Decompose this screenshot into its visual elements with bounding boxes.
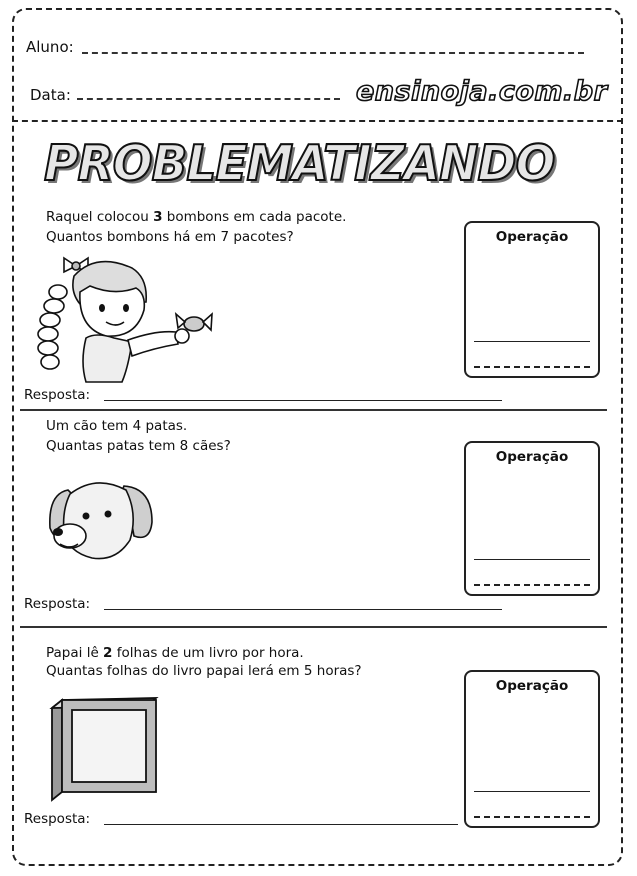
page-title: PROBLEMATIZANDO <box>44 134 555 193</box>
problem-3-line-2: Quantas folhas do livro papai lerá em 5 horas? <box>46 663 362 679</box>
problem-1-line-1: Raquel colocou 3 bombons em cada pacote. <box>46 209 347 225</box>
operation-title: Operação <box>495 449 569 465</box>
operation-title: Operação <box>495 229 569 245</box>
section-divider-2 <box>20 626 607 628</box>
answer-line-1[interactable] <box>104 400 502 401</box>
header-divider <box>12 120 623 122</box>
answer-label-3: Resposta: <box>24 811 91 827</box>
puppy-illustration <box>46 470 156 566</box>
section-divider-1 <box>20 409 607 411</box>
problem-2-line-2: Quantas patas tem 8 cães? <box>46 438 231 454</box>
operation-dashed-line <box>474 584 590 586</box>
student-label: Aluno: <box>26 38 74 56</box>
problem-3-line-1: Papai lê 2 folhas de um livro por hora. <box>46 645 304 661</box>
operation-box-1[interactable] <box>464 221 600 378</box>
date-label: Data: <box>30 86 71 104</box>
girl-with-candy-illustration <box>36 252 216 388</box>
answer-label-2: Resposta: <box>24 596 91 612</box>
operation-box-2[interactable] <box>464 441 600 596</box>
operation-answer-line <box>474 559 590 560</box>
answer-line-2[interactable] <box>104 609 502 610</box>
problem-2-line-1: Um cão tem 4 patas. <box>46 418 188 434</box>
operation-box-3[interactable] <box>464 670 600 828</box>
operation-answer-line <box>474 341 590 342</box>
operation-title: Operação <box>495 678 569 694</box>
date-line[interactable] <box>77 98 340 100</box>
operation-dashed-line <box>474 816 590 818</box>
operation-answer-line <box>474 791 590 792</box>
answer-line-3[interactable] <box>104 824 458 825</box>
operation-dashed-line <box>474 366 590 368</box>
book-illustration <box>48 694 162 804</box>
answer-label-1: Resposta: <box>24 387 91 403</box>
site-logo: ensinoja.com.br <box>356 76 608 107</box>
student-name-line[interactable] <box>82 52 584 54</box>
problem-1-line-2: Quantos bombons há em 7 pacotes? <box>46 229 294 245</box>
